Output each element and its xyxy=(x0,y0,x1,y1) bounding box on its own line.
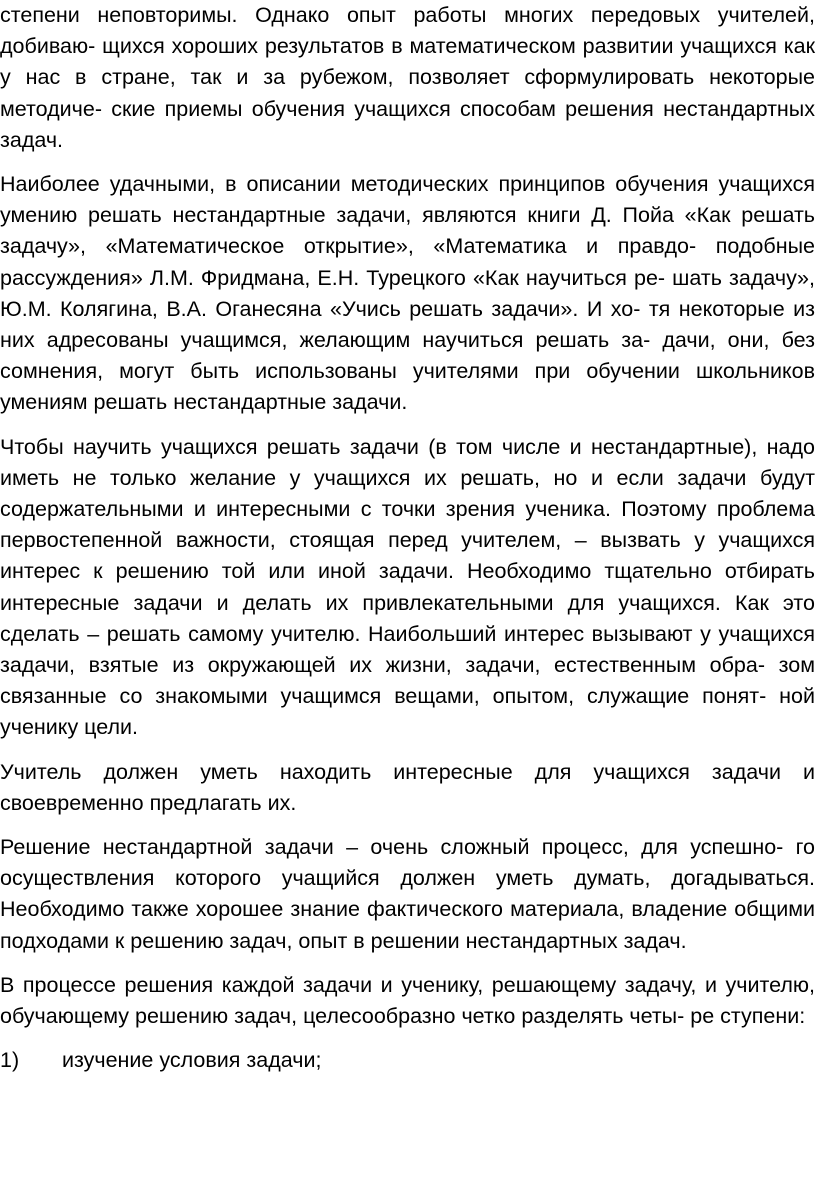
list-item xyxy=(0,1045,815,1076)
list-item-text: изучение условия задачи; xyxy=(62,1048,322,1073)
paragraph-3: Чтобы научить учащихся решать задачи (в том числе и нестандартные), надо иметь не только желание у учащихся их решать, но и если задачи будут содержательными и интересными с точки зрения ученика. Поэтому проблема первостепенной важности, стоящая перед учителем, – вызвать у учащихся интерес к решению той или иной задачи. Необходимо тщательно отбирать интересные задачи и делать их привлекательными для учащихся. Как это сделать – решать самому учителю. Наибольший интерес вызывают у учащихся задачи, взятые из окружающей их жизни, задачи, естественным обра- зом связанные со знакомыми учащимся вещами, опытом, служащие понят- ной ученику цели. xyxy=(0,434,815,740)
paragraph-2: Наиболее удачными, в описании методических принципов обучения учащихся умению решать нестандартные задачи, являются книги Д. Пойа «Как решать задачу», «Математическое открытие», «Математика и правдо- подобные рассуждения» Л.М. Фридмана, Е.Н. Турецкого «Как научиться ре- шать задачу», Ю.М. Колягина, В.А. Оганесяна «Учись решать задачи». И хо- тя некоторые из них адресованы учащимся, желающим научиться решать за- дачи, они, без сомнения, могут быть использованы учителями при обучении школьников умениям решать нестандартные задачи. xyxy=(0,172,815,415)
list-item-number: 1) xyxy=(0,1048,20,1073)
paragraph-1: степени неповторимы. Однако опыт работы многих передовых учителей, добиваю- щихся хороших результатов в математическом развитии учащихся как у нас в стране, так и за рубежом, позволяет сформулировать некоторые методиче- ские приемы обучения учащихся способам решения нестандартных задач. xyxy=(0,3,815,152)
paragraph-4: Учитель должен уметь находить интересные для учащихся задачи и своевременно предлагать их. xyxy=(0,759,815,815)
paragraph-5: Решение нестандартной задачи – очень сложный процесс, для успешно- го осуществления которого учащийся должен уметь думать, догадываться. Необходимо также хорошее знание фактического материала, владение общими подходами к решению задач, опыт в решении нестандартных задач. xyxy=(0,835,815,953)
paragraph-6: В процессе решения каждой задачи и ученику, решающему задачу, и учителю, обучающему решению задач, целесообразно четко разделять четы- ре ступени: xyxy=(0,972,815,1029)
